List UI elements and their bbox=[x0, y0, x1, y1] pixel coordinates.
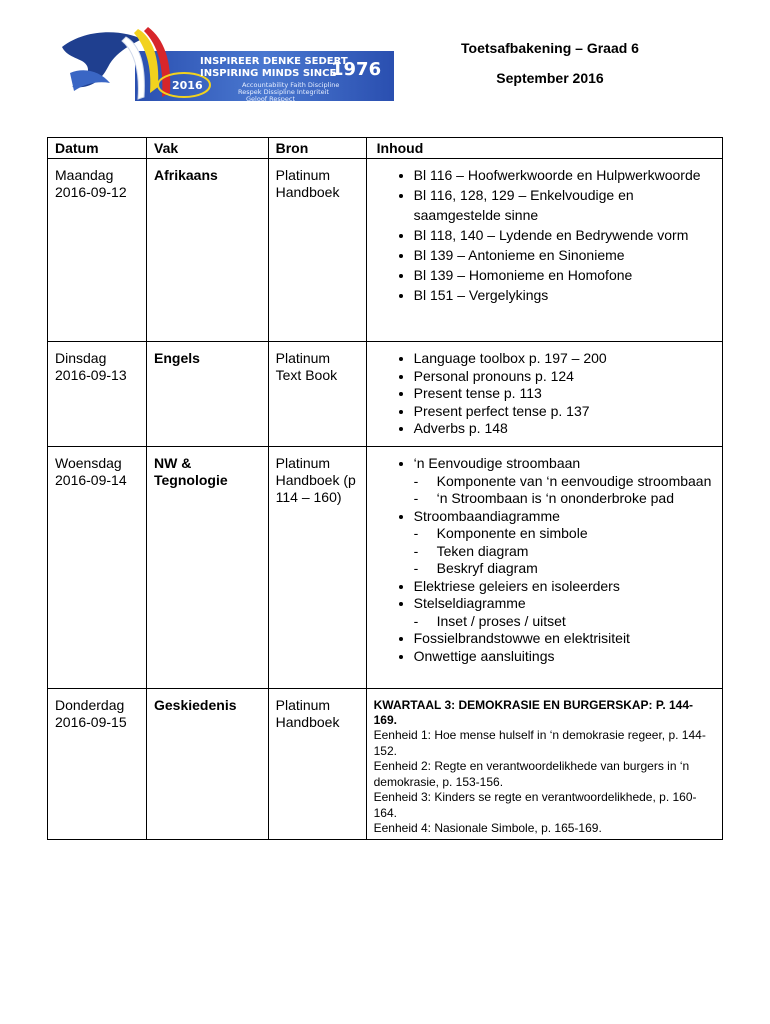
document-subtitle: September 2016 bbox=[496, 70, 604, 86]
unit-line: Eenheid 2: Regte en verantwoordelikhede van burgers in ‘n demokrasie, p. 153-156. bbox=[373, 759, 690, 789]
content-cell bbox=[366, 447, 722, 689]
date-value: 2016-09-15 bbox=[55, 714, 127, 730]
content-list bbox=[374, 165, 715, 305]
table-row bbox=[48, 447, 723, 689]
date-cell bbox=[48, 447, 147, 689]
banner-values-2: Respek Dissipline Integriteit bbox=[238, 88, 329, 96]
list-item: • Bl 118, 140 – Lydende en Bedrywende vorm bbox=[414, 225, 715, 245]
list-item: • Language toolbox p. 197 – 200 bbox=[414, 350, 715, 368]
banner-values-1: Accountability Faith Discipline bbox=[242, 81, 340, 89]
subject-cell: Geskiedenis bbox=[147, 689, 269, 840]
list-item bbox=[414, 508, 715, 578]
date-value: 2016-09-13 bbox=[55, 367, 127, 383]
column-header-bron: Bron bbox=[268, 138, 366, 159]
unit-line: Eenheid 4: Nasionale Simbole, p. 165-169. bbox=[373, 821, 602, 835]
list-item: • Bl 139 – Homonieme en Homofone bbox=[414, 265, 715, 285]
list-item-text: Stelseldiagramme bbox=[413, 595, 526, 611]
sub-item: - Komponente en simbole bbox=[414, 525, 715, 543]
banner-headline-1: INSPIREER DENKE SEDERT bbox=[200, 56, 348, 67]
content-list bbox=[374, 350, 715, 438]
subject-cell: Engels bbox=[147, 342, 269, 447]
sub-item: - Beskryf diagram bbox=[414, 560, 715, 578]
list-item: • Bl 116 – Hoofwerkwoorde en Hulpwerkwoorde bbox=[414, 165, 715, 185]
school-logo-banner bbox=[60, 27, 394, 105]
banner-year: 1976 bbox=[331, 59, 382, 80]
sub-list bbox=[414, 473, 715, 508]
assessment-schedule-table bbox=[47, 137, 723, 840]
badge-year: 2016 bbox=[172, 79, 203, 92]
table-row bbox=[48, 342, 723, 447]
date-value: 2016-09-14 bbox=[55, 472, 127, 488]
table-row bbox=[48, 689, 723, 840]
document-title: Toetsafbakening – Graad 6 bbox=[461, 40, 639, 56]
banner-headline-2: INSPIRING MINDS SINCE bbox=[200, 68, 337, 79]
column-header-datum: Datum bbox=[48, 138, 147, 159]
sub-list bbox=[414, 525, 715, 578]
column-header-inhoud: Inhoud bbox=[366, 138, 722, 159]
list-item bbox=[414, 595, 715, 630]
source-cell: Platinum Handboek (p 114 – 160) bbox=[268, 447, 366, 689]
list-item bbox=[414, 648, 715, 666]
unit-line: Eenheid 3: Kinders se regte en verantwoordelikhede, p. 160-164. bbox=[373, 790, 697, 820]
sub-list bbox=[414, 613, 715, 631]
section-heading: KWARTAAL 3: DEMOKRASIE EN BURGERSKAP: P. 144-169. bbox=[373, 698, 694, 727]
content-cell bbox=[366, 159, 722, 342]
sub-item: - ‘n Stroombaan is ‘n ononderbroke pad bbox=[414, 490, 715, 508]
table-row bbox=[48, 159, 723, 342]
sub-item: - Komponente van ‘n eenvoudige stroombaan bbox=[414, 473, 715, 491]
list-item-text: Onwettige aansluitings bbox=[413, 647, 555, 664]
source-cell: Platinum Handboek bbox=[268, 689, 366, 840]
list-item-text: Stroombaandiagramme bbox=[413, 507, 560, 524]
day-name: Donderdag bbox=[55, 697, 125, 713]
date-value: 2016-09-12 bbox=[55, 184, 127, 200]
day-name: Maandag bbox=[55, 167, 114, 183]
list-item bbox=[414, 455, 715, 508]
list-item bbox=[414, 578, 715, 596]
list-item-text: ‘n Eenvoudige stroombaan bbox=[413, 455, 581, 471]
list-item: • Bl 139 – Antonieme en Sinonieme bbox=[414, 245, 715, 265]
content-cell bbox=[366, 342, 722, 447]
list-item: • Bl 151 – Vergelykings bbox=[414, 285, 715, 305]
list-item-text: Fossielbrandstowwe en elektrisiteit bbox=[413, 630, 630, 646]
list-item: • Present tense p. 113 bbox=[414, 385, 715, 403]
list-item: • Bl 116, 128, 129 – Enkelvoudige en saamgestelde sinne bbox=[414, 185, 715, 225]
day-name: Woensdag bbox=[55, 455, 122, 471]
list-item: • Adverbs p. 148 bbox=[414, 420, 715, 438]
banner-values-3: Geloof Respect bbox=[246, 95, 296, 103]
column-header-vak: Vak bbox=[147, 138, 269, 159]
subject-cell: Afrikaans bbox=[147, 159, 269, 342]
sub-item: - Teken diagram bbox=[414, 543, 715, 561]
list-item: • Personal pronouns p. 124 bbox=[414, 368, 715, 386]
source-cell: Platinum Text Book bbox=[268, 342, 366, 447]
list-item bbox=[414, 630, 715, 648]
table-header-row bbox=[48, 138, 723, 159]
date-cell bbox=[48, 342, 147, 447]
subject-cell: NW & Tegnologie bbox=[147, 447, 269, 689]
document-header bbox=[400, 40, 700, 100]
list-item-text: Elektriese geleiers en isoleerders bbox=[413, 577, 620, 594]
date-cell bbox=[48, 689, 147, 840]
unit-line: Eenheid 1: Hoe mense hulself in ‘n demokrasie regeer, p. 144-152. bbox=[373, 728, 706, 758]
content-list bbox=[374, 455, 715, 665]
day-name: Dinsdag bbox=[55, 350, 107, 366]
source-cell: Platinum Handboek bbox=[268, 159, 366, 342]
sub-item: - Inset / proses / uitset bbox=[414, 613, 715, 631]
list-item: • Present perfect tense p. 137 bbox=[414, 403, 715, 421]
date-cell bbox=[48, 159, 147, 342]
content-cell bbox=[366, 689, 722, 840]
